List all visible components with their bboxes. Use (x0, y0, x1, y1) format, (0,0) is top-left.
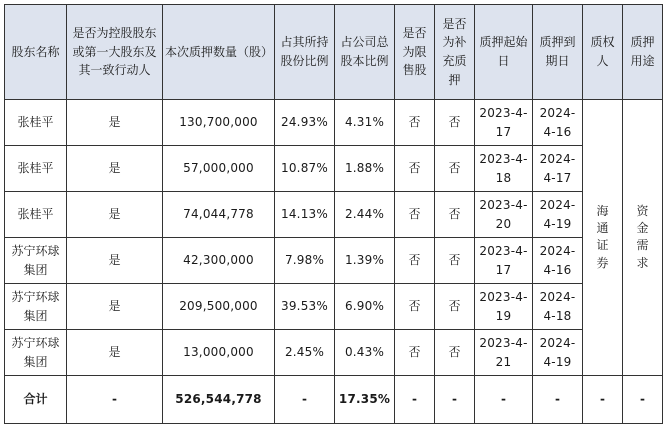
cell-pct-total: 6.90% (335, 284, 395, 330)
cell-end-date: 2024-4-17 (533, 146, 583, 192)
cell-name: 苏宁环球集团 (5, 284, 67, 330)
cell-end-date: 2024-4-19 (533, 192, 583, 238)
header-restricted: 是否为限售股 (395, 5, 435, 100)
header-controlling: 是否为控股股东或第一大股东及其一致行动人 (67, 5, 163, 100)
total-pct-total: 17.35% (335, 376, 395, 424)
cell-start-date: 2023-4-18 (475, 146, 533, 192)
cell-name: 张桂平 (5, 100, 67, 146)
cell-name: 张桂平 (5, 192, 67, 238)
header-pledge-qty: 本次质押数量（股） (163, 5, 275, 100)
cell-start-date: 2023-4-17 (475, 100, 533, 146)
header-row (5, 5, 663, 100)
cell-pct-holding: 14.13% (275, 192, 335, 238)
cell-pct-holding: 7.98% (275, 238, 335, 284)
cell-end-date: 2024-4-16 (533, 238, 583, 284)
table-row (5, 284, 663, 330)
total-controlling: - (67, 376, 163, 424)
total-row (5, 376, 663, 424)
header-pct-holding: 占其所持股份比例 (275, 5, 335, 100)
total-pct-holding: - (275, 376, 335, 424)
cell-qty: 57,000,000 (163, 146, 275, 192)
table-row (5, 192, 663, 238)
cell-purpose (623, 100, 663, 376)
cell-name: 苏宁环球集团 (5, 238, 67, 284)
cell-start-date: 2023-4-17 (475, 238, 533, 284)
cell-pct-holding: 24.93% (275, 100, 335, 146)
cell-pct-total: 1.39% (335, 238, 395, 284)
table-row (5, 100, 663, 146)
cell-restricted: 否 (395, 192, 435, 238)
total-label: 合计 (5, 376, 67, 424)
cell-pct-holding: 39.53% (275, 284, 335, 330)
total-purpose: - (623, 376, 663, 424)
cell-qty: 42,300,000 (163, 238, 275, 284)
header-supplementary: 是否为补充质押 (435, 5, 475, 100)
cell-supplementary: 否 (435, 330, 475, 376)
cell-pct-total: 4.31% (335, 100, 395, 146)
cell-restricted: 否 (395, 146, 435, 192)
cell-end-date: 2024-4-16 (533, 100, 583, 146)
cell-pct-total: 1.88% (335, 146, 395, 192)
table-row (5, 238, 663, 284)
cell-start-date: 2023-4-21 (475, 330, 533, 376)
cell-controlling: 是 (67, 192, 163, 238)
header-shareholder: 股东名称 (5, 5, 67, 100)
total-qty: 526,544,778 (163, 376, 275, 424)
table-row (5, 146, 663, 192)
cell-restricted: 否 (395, 330, 435, 376)
cell-supplementary: 否 (435, 146, 475, 192)
cell-name: 苏宁环球集团 (5, 330, 67, 376)
cell-supplementary: 否 (435, 192, 475, 238)
total-start-date: - (475, 376, 533, 424)
header-purpose: 质押用途 (623, 5, 663, 100)
cell-controlling: 是 (67, 100, 163, 146)
cell-controlling: 是 (67, 330, 163, 376)
total-end-date: - (533, 376, 583, 424)
cell-supplementary: 否 (435, 100, 475, 146)
cell-qty: 130,700,000 (163, 100, 275, 146)
cell-restricted: 否 (395, 238, 435, 284)
pledgee-text: 海通证券 (596, 203, 609, 270)
cell-pledgee (583, 100, 623, 376)
cell-pct-holding: 10.87% (275, 146, 335, 192)
cell-supplementary: 否 (435, 284, 475, 330)
header-end-date: 质押到期日 (533, 5, 583, 100)
cell-pct-total: 2.44% (335, 192, 395, 238)
header-pledgee: 质权人 (583, 5, 623, 100)
cell-pct-total: 0.43% (335, 330, 395, 376)
cell-supplementary: 否 (435, 238, 475, 284)
total-supplementary: - (435, 376, 475, 424)
cell-qty: 13,000,000 (163, 330, 275, 376)
cell-start-date: 2023-4-19 (475, 284, 533, 330)
cell-restricted: 否 (395, 284, 435, 330)
cell-qty: 74,044,778 (163, 192, 275, 238)
cell-restricted: 否 (395, 100, 435, 146)
cell-controlling: 是 (67, 238, 163, 284)
cell-qty: 209,500,000 (163, 284, 275, 330)
pledge-table (4, 4, 663, 424)
table-row (5, 330, 663, 376)
header-pct-total: 占公司总股本比例 (335, 5, 395, 100)
cell-name: 张桂平 (5, 146, 67, 192)
header-start-date: 质押起始日 (475, 5, 533, 100)
total-pledgee: - (583, 376, 623, 424)
cell-end-date: 2024-4-19 (533, 330, 583, 376)
cell-controlling: 是 (67, 146, 163, 192)
purpose-text: 资金需求 (636, 203, 649, 270)
cell-start-date: 2023-4-20 (475, 192, 533, 238)
cell-controlling: 是 (67, 284, 163, 330)
cell-pct-holding: 2.45% (275, 330, 335, 376)
total-restricted: - (395, 376, 435, 424)
cell-end-date: 2024-4-18 (533, 284, 583, 330)
